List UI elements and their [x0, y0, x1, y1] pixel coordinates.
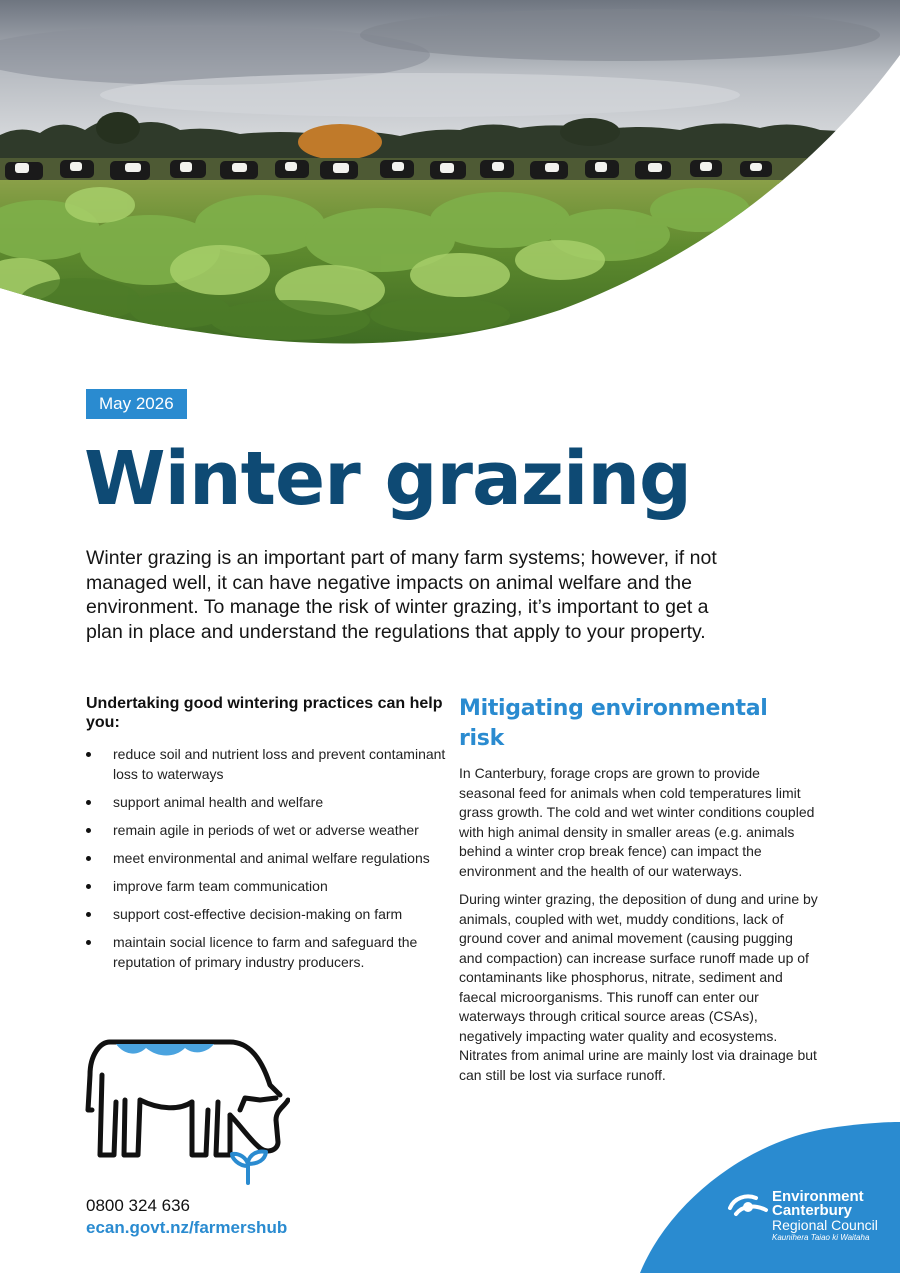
list-item: meet environmental and animal welfare regulations	[86, 848, 446, 868]
practices-heading: Undertaking good wintering practices can help you:	[86, 695, 443, 731]
list-item: remain agile in periods of wet or adverse weather	[86, 820, 446, 840]
contact-info	[86, 1195, 287, 1239]
ecan-logo	[726, 1190, 886, 1246]
list-item: reduce soil and nutrient loss and prevent contaminant loss to waterways	[86, 744, 446, 784]
phone-number[interactable]: 0800 324 636	[86, 1196, 190, 1215]
logo-line-regional-council: Regional Council	[772, 1217, 878, 1233]
logo-line-environment: Environment	[772, 1188, 864, 1205]
mitigating-paragraph-1: In Canterbury, forage crops are grown to provide seasonal feed for animals when cold temperatures limit grass growth. The cold and wet winter conditions coupled with high animal density in smaller areas (e.g. animals behind a winter crop break fence) can impact the environment and the health of our waterways.	[459, 765, 815, 879]
list-item: support cost-effective decision-making on farm	[86, 904, 446, 924]
mitigating-section	[459, 694, 819, 1094]
hero-photo	[0, 0, 900, 345]
mitigating-heading: Mitigating environmental risk	[459, 696, 768, 751]
logo-line-canterbury: Canterbury	[772, 1202, 853, 1219]
logo-line-maori-name: Kaunihera Taiao ki Waitaha	[772, 1233, 870, 1242]
practices-section	[86, 694, 446, 980]
practices-list	[86, 744, 446, 972]
list-item: support animal health and welfare	[86, 792, 446, 812]
ecan-logo-mark-icon	[726, 1192, 770, 1222]
mitigating-paragraph-2: During winter grazing, the deposition of dung and urine by animals, coupled with wet, muddy conditions, lack of ground cover and animal movement (causing pugging and compaction) can increase surface runoff made up of contaminants like phosphorus, nitrate, sediment and faecal microorganisms. This runoff can enter our waterways through critical source areas (CSAs), negatively impacting water quality and ecosystems. Nitrates from animal urine are mainly lost via drainage but can still be lost via surface runoff.	[459, 891, 818, 1083]
intro-paragraph: Winter grazing is an important part of many farm systems; however, if not managed well, it can have negative impacts on animal welfare and the environment. To manage the risk of winter grazing, it’s important to get a plan in place and understand the regulations that apply to your property.	[86, 547, 717, 643]
page-title: Winter grazing	[84, 436, 691, 522]
list-item: improve farm team communication	[86, 876, 446, 896]
website-link[interactable]: ecan.govt.nz/farmershub	[86, 1218, 288, 1237]
list-item: maintain social licence to farm and safeguard the reputation of primary industry producers.	[86, 932, 446, 972]
seedling-icon	[232, 1151, 266, 1183]
cow-grazing-icon	[80, 1030, 290, 1190]
date-badge: May 2026	[86, 389, 187, 419]
